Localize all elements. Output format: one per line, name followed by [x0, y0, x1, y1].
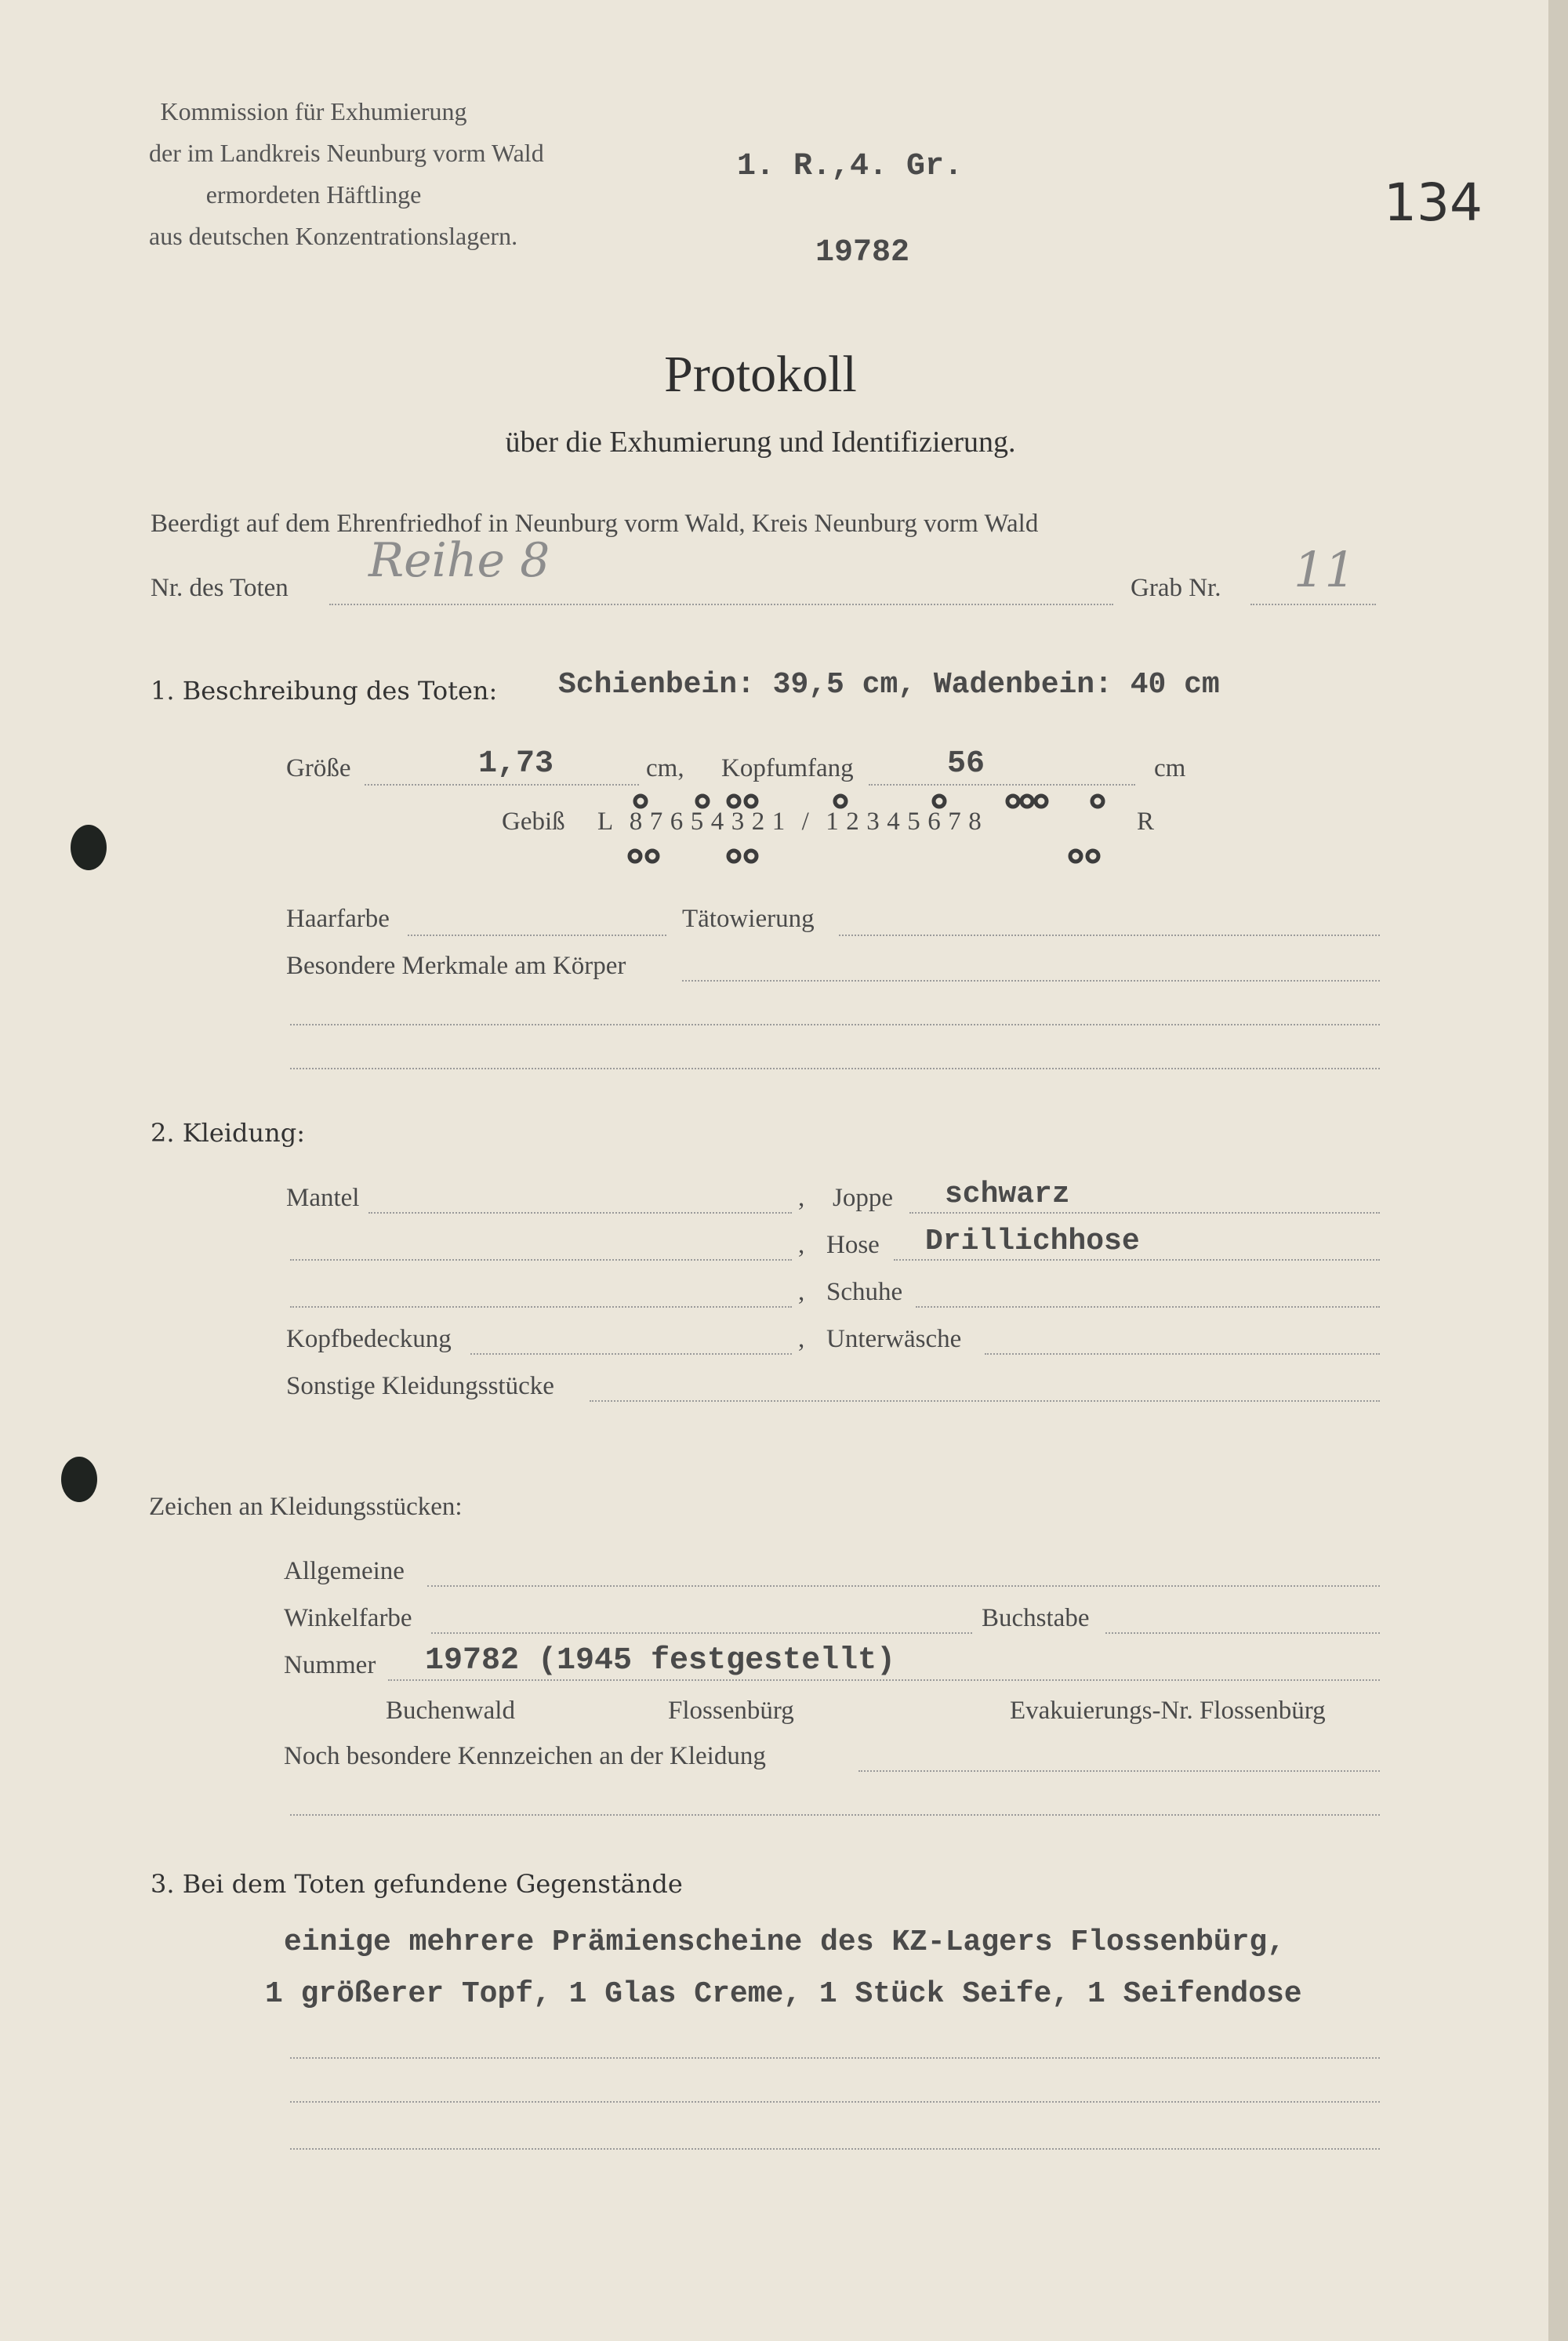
- dotted-line: [470, 1353, 792, 1355]
- underwear-label: Unterwäsche: [826, 1325, 962, 1353]
- comma: ,: [798, 1278, 805, 1306]
- section3-heading: 3. Bei dem Toten gefundene Gegenstände: [151, 1869, 683, 1899]
- dotted-line: [290, 2057, 1380, 2059]
- dotted-line: [368, 1212, 792, 1214]
- dotted-line: [1105, 1632, 1380, 1634]
- section1-heading: 1. Beschreibung des Toten:: [151, 676, 498, 706]
- tooth-number: 1: [826, 808, 839, 836]
- dotted-line: [427, 1585, 1380, 1587]
- commission-line: der im Landkreis Neunburg vorm Wald: [149, 139, 544, 167]
- page-title: Protokoll: [664, 346, 857, 403]
- commission-line: Kommission für Exhumierung: [160, 97, 467, 125]
- commission-header: [149, 91, 544, 257]
- head-circumference-label: Kopfumfang: [721, 754, 854, 782]
- page-subtitle: über die Exhumierung und Identifizierung.: [505, 426, 1016, 459]
- dead-number-handwritten: Reihe 8: [368, 533, 550, 588]
- dotted-line: [290, 1259, 792, 1261]
- teeth-right-marker: R: [1137, 808, 1155, 836]
- commission-line: ermordeten Häftlinge: [205, 180, 422, 209]
- grave-number-handwritten: 11: [1294, 541, 1356, 598]
- dotted-line: [329, 604, 1113, 605]
- camp-buchenwald: Buchenwald: [386, 1697, 515, 1725]
- dotted-line: [365, 784, 639, 786]
- dotted-line: [408, 935, 666, 936]
- dotted-line: [858, 1770, 1380, 1772]
- found-items-line1: einige mehrere Prämienscheine des KZ-Lagers Flossenbürg,: [284, 1925, 1286, 1959]
- tooth-number: 5: [907, 808, 920, 836]
- letter-label: Buchstabe: [982, 1604, 1090, 1632]
- tooth-number: 6: [927, 808, 941, 836]
- comma: ,: [798, 1325, 805, 1353]
- other-marks-label: Noch besondere Kennzeichen an der Kleidung: [284, 1742, 766, 1770]
- page-number: 134: [1384, 172, 1483, 233]
- dotted-line: [290, 1024, 1380, 1025]
- comma: ,: [798, 1184, 805, 1212]
- dotted-line: [1250, 604, 1376, 605]
- pants-label: Hose: [826, 1231, 880, 1259]
- punch-hole: [71, 825, 107, 870]
- teeth-separator: /: [801, 808, 809, 836]
- teeth-marks: [619, 784, 1155, 878]
- dotted-line: [290, 1306, 792, 1308]
- tooth-number: 5: [690, 808, 704, 836]
- shoes-label: Schuhe: [826, 1278, 903, 1306]
- tattoo-label: Tätowierung: [682, 905, 815, 933]
- height-value: 1,73: [478, 746, 554, 782]
- body-features-label: Besondere Merkmale am Körper: [286, 952, 626, 980]
- camp-flossenburg: Flossenbürg: [668, 1697, 794, 1725]
- other-clothing-label: Sonstige Kleidungsstücke: [286, 1372, 554, 1400]
- punch-hole: [61, 1457, 97, 1502]
- tooth-number: 2: [846, 808, 859, 836]
- comma: ,: [798, 1231, 805, 1259]
- coat-label: Mantel: [286, 1184, 360, 1212]
- height-label: Größe: [286, 754, 351, 782]
- tooth-number: 3: [731, 808, 745, 836]
- commission-line: aus deutschen Konzentrationslagern.: [149, 222, 518, 250]
- dotted-line: [290, 1814, 1380, 1816]
- file-number: 19782: [815, 235, 910, 270]
- dotted-line: [894, 1259, 1380, 1261]
- head-circumference-unit: cm: [1154, 754, 1186, 782]
- teeth-label: Gebiß: [502, 808, 565, 836]
- hair-color-label: Haarfarbe: [286, 905, 390, 933]
- tooth-number: 4: [710, 808, 724, 836]
- general-label: Allgemeine: [284, 1557, 405, 1585]
- clothing-marks-heading: Zeichen an Kleidungsstücken:: [149, 1493, 463, 1521]
- tooth-number: 8: [968, 808, 982, 836]
- headwear-label: Kopfbedeckung: [286, 1325, 452, 1353]
- height-unit: cm,: [646, 754, 684, 782]
- tooth-number: 3: [866, 808, 880, 836]
- dotted-line: [916, 1306, 1380, 1308]
- dotted-line: [290, 2101, 1380, 2103]
- dotted-line: [431, 1632, 972, 1634]
- typed-bone-measurements: Schienbein: 39,5 cm, Wadenbein: 40 cm: [558, 668, 1220, 702]
- jacket-value: schwarz: [945, 1178, 1070, 1211]
- dotted-line: [290, 1068, 1380, 1069]
- dotted-line: [388, 1679, 1380, 1681]
- dotted-line: [909, 1212, 1380, 1214]
- pants-value: Drillichhose: [925, 1225, 1140, 1258]
- page-edge: [1548, 0, 1568, 2341]
- tooth-number: 6: [670, 808, 684, 836]
- tooth-number: 4: [887, 808, 900, 836]
- burial-line: Beerdigt auf dem Ehrenfriedhof in Neunburg vorm Wald, Kreis Neunburg vorm Wald: [151, 510, 1039, 538]
- dotted-line: [290, 2148, 1380, 2150]
- found-items-line2: 1 größerer Topf, 1 Glas Creme, 1 Stück Seife, 1 Seifendose: [265, 1977, 1302, 2011]
- tooth-number: 2: [751, 808, 765, 836]
- triangle-color-label: Winkelfarbe: [284, 1604, 412, 1632]
- dotted-line: [682, 980, 1380, 982]
- tooth-number: 7: [948, 808, 961, 836]
- dotted-line: [590, 1400, 1380, 1402]
- prisoner-number-label: Nummer: [284, 1651, 376, 1679]
- grave-number-label: Grab Nr.: [1131, 574, 1221, 602]
- evacuation-number-label: Evakuierungs-Nr. Flossenbürg: [1010, 1697, 1326, 1725]
- prisoner-number-value: 19782 (1945 festgestellt): [425, 1643, 896, 1679]
- tooth-number: 7: [649, 808, 663, 836]
- tooth-number: 1: [771, 808, 786, 836]
- tooth-number: 8: [629, 808, 643, 836]
- jacket-label: Joppe: [833, 1184, 893, 1212]
- dotted-line: [985, 1353, 1380, 1355]
- section2-heading: 2. Kleidung:: [151, 1118, 305, 1148]
- row-group-stamp: 1. R.,4. Gr.: [737, 149, 964, 184]
- teeth-left-marker: L: [597, 808, 614, 836]
- head-circumference-value: 56: [947, 746, 985, 782]
- dotted-line: [839, 935, 1380, 936]
- dead-number-label: Nr. des Toten: [151, 574, 289, 602]
